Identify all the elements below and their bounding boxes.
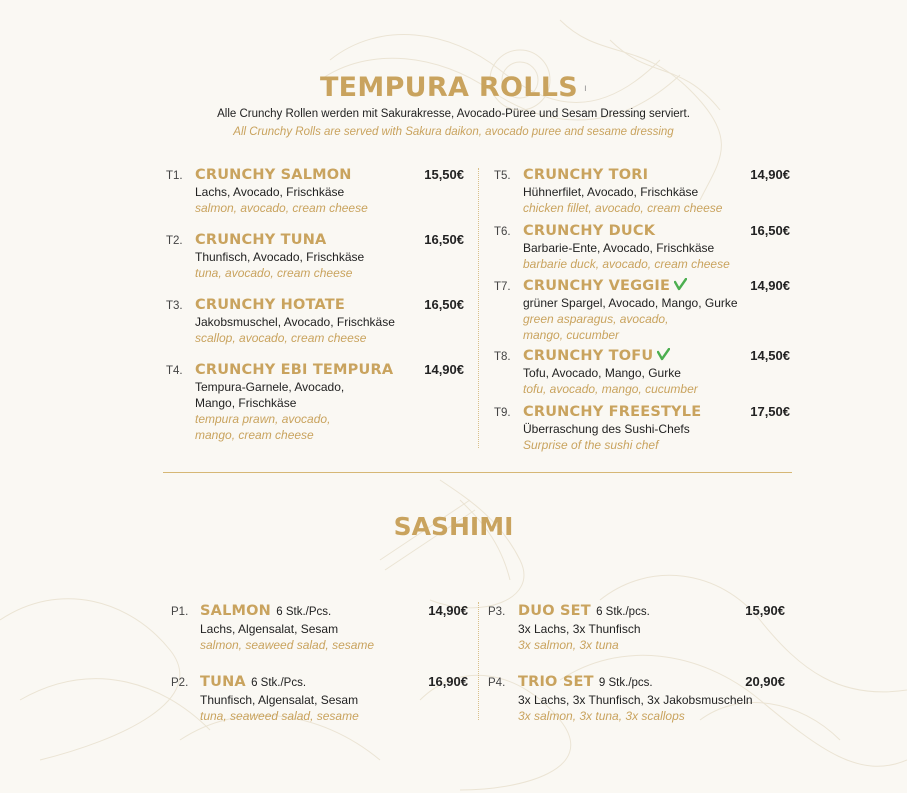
item-quantity: 6 Stk./pcs. <box>596 606 650 618</box>
item-description-en: tuna, avocado, cream cheese <box>195 266 353 280</box>
item-name: DUO SET <box>518 603 591 619</box>
item-code: T8. <box>494 351 511 363</box>
item-price: 14,90€ <box>424 362 464 377</box>
item-name: CRUNCHY TOFU <box>523 348 654 364</box>
item-price: 16,50€ <box>750 223 790 238</box>
tempura-rolls-title-text: TEMPURA ROLLS <box>319 72 578 103</box>
item-price: 15,50€ <box>424 167 464 182</box>
item-description-en: 3x salmon, 3x tuna, 3x scallops <box>518 709 685 723</box>
item-price: 20,90€ <box>745 674 785 689</box>
item-code: T2. <box>166 235 183 247</box>
item-description-de: Thunfisch, Algensalat, Sesam <box>200 693 359 707</box>
item-name-row <box>523 277 738 295</box>
section-divider <box>163 472 792 473</box>
vegan-leaf-icon <box>674 278 687 291</box>
item-name: CRUNCHY FREESTYLE <box>523 404 702 420</box>
item-description-de: Lachs, Avocado, Frischkäse <box>195 185 345 199</box>
item-price: 14,90€ <box>428 603 468 618</box>
column-divider <box>478 168 479 448</box>
item-price: 16,50€ <box>424 232 464 247</box>
sashimi-title: SASHIMI <box>393 512 514 541</box>
item-name: CRUNCHY SALMON <box>195 167 352 183</box>
item-name: CRUNCHY VEGGIE <box>523 278 671 294</box>
item-description-de: 3x Lachs, 3x Thunfisch, 3x Jakobsmuscheln <box>518 693 753 707</box>
item-price: 16,90€ <box>428 674 468 689</box>
item-name: CRUNCHY TUNA <box>195 232 327 248</box>
item-description-de: Tofu, Avocado, Mango, Gurke <box>523 366 681 380</box>
item-description-de-line2: Mango, Frischkäse <box>195 396 297 410</box>
item-description-de: Thunfisch, Avocado, Frischkäse <box>195 250 365 264</box>
item-name-row <box>523 347 698 365</box>
item-code: T3. <box>166 300 183 312</box>
vegan-leaf-icon <box>657 348 670 361</box>
item-code: T4. <box>166 365 183 377</box>
item-description-en: chicken fillet, avocado, cream cheese <box>523 201 723 215</box>
item-description-en: salmon, seaweed salad, sesame <box>200 638 375 652</box>
item-quantity: 6 Stk./Pcs. <box>276 606 332 618</box>
item-code: P2. <box>171 677 189 689</box>
item-code: T5. <box>494 170 511 182</box>
item-name: CRUNCHY EBI TEMPURA <box>195 362 394 378</box>
item-description-de: 3x Lachs, 3x Thunfisch <box>518 622 641 636</box>
tempura-rolls-title <box>0 72 907 103</box>
item-name: TUNA <box>200 674 246 690</box>
item-name-row <box>200 673 359 692</box>
item-description-en: tofu, avocado, mango, cucumber <box>523 382 698 396</box>
item-price: 14,50€ <box>750 348 790 363</box>
item-description-de: Barbarie-Ente, Avocado, Frischkäse <box>523 241 715 255</box>
item-description-en: Surprise of the sushi chef <box>523 438 659 452</box>
item-name-row <box>518 673 753 692</box>
item-description-de: Hühnerfilet, Avocado, Frischkäse <box>523 185 699 199</box>
item-description-en: 3x salmon, 3x tuna <box>518 638 619 652</box>
item-description-en: tuna, seaweed salad, sesame <box>200 709 359 723</box>
item-description-en: green asparagus, avocado, <box>523 312 669 326</box>
tempura-subtitle-en: All Crunchy Rolls are served with Sakura daikon, avocado puree and sesame dressing <box>233 126 674 138</box>
item-name: TRIO SET <box>518 674 594 690</box>
item-quantity: 6 Stk./Pcs. <box>251 677 307 689</box>
item-code: T6. <box>494 226 511 238</box>
item-description-de: Jakobsmuschel, Avocado, Frischkäse <box>195 315 395 329</box>
item-price: 17,50€ <box>750 404 790 419</box>
item-code: P1. <box>171 606 189 618</box>
item-code: T9. <box>494 407 511 419</box>
item-name-row <box>200 602 374 621</box>
tempura-subtitle-de: Alle Crunchy Rollen werden mit Sakurakresse, Avocado-Püree und Sesam Dressing serviert. <box>217 108 690 120</box>
item-price: 14,90€ <box>750 278 790 293</box>
item-code: T7. <box>494 281 511 293</box>
item-description-en-line2: mango, cream cheese <box>195 428 314 442</box>
item-price: 16,50€ <box>424 297 464 312</box>
title-tick-mark: ı <box>583 83 588 94</box>
item-price: 15,90€ <box>745 603 785 618</box>
item-description-en: barbarie duck, avocado, cream cheese <box>523 257 730 271</box>
item-quantity: 9 Stk./pcs. <box>598 677 653 689</box>
item-code: P3. <box>488 606 506 618</box>
item-description-de: Überraschung des Sushi-Chefs <box>523 422 690 436</box>
item-name-row <box>518 602 650 621</box>
item-description-en: scallop, avocado, cream cheese <box>195 331 367 345</box>
item-name: CRUNCHY TORI <box>523 167 649 183</box>
item-description-en: salmon, avocado, cream cheese <box>195 201 368 215</box>
item-code: T1. <box>166 170 183 182</box>
item-description-en: tempura prawn, avocado, <box>195 412 331 426</box>
item-description-de: grüner Spargel, Avocado, Mango, Gurke <box>523 296 738 310</box>
item-price: 14,90€ <box>750 167 790 182</box>
item-description-de: Lachs, Algensalat, Sesam <box>200 622 339 636</box>
item-name: SALMON <box>200 603 271 619</box>
sashimi-column-divider <box>478 602 479 720</box>
item-description-de: Tempura-Garnele, Avocado, <box>195 380 345 394</box>
item-code: P4. <box>488 677 506 689</box>
item-description-en-line2: mango, cucumber <box>523 328 620 342</box>
item-name: CRUNCHY DUCK <box>523 223 656 239</box>
item-name: CRUNCHY HOTATE <box>195 297 345 313</box>
